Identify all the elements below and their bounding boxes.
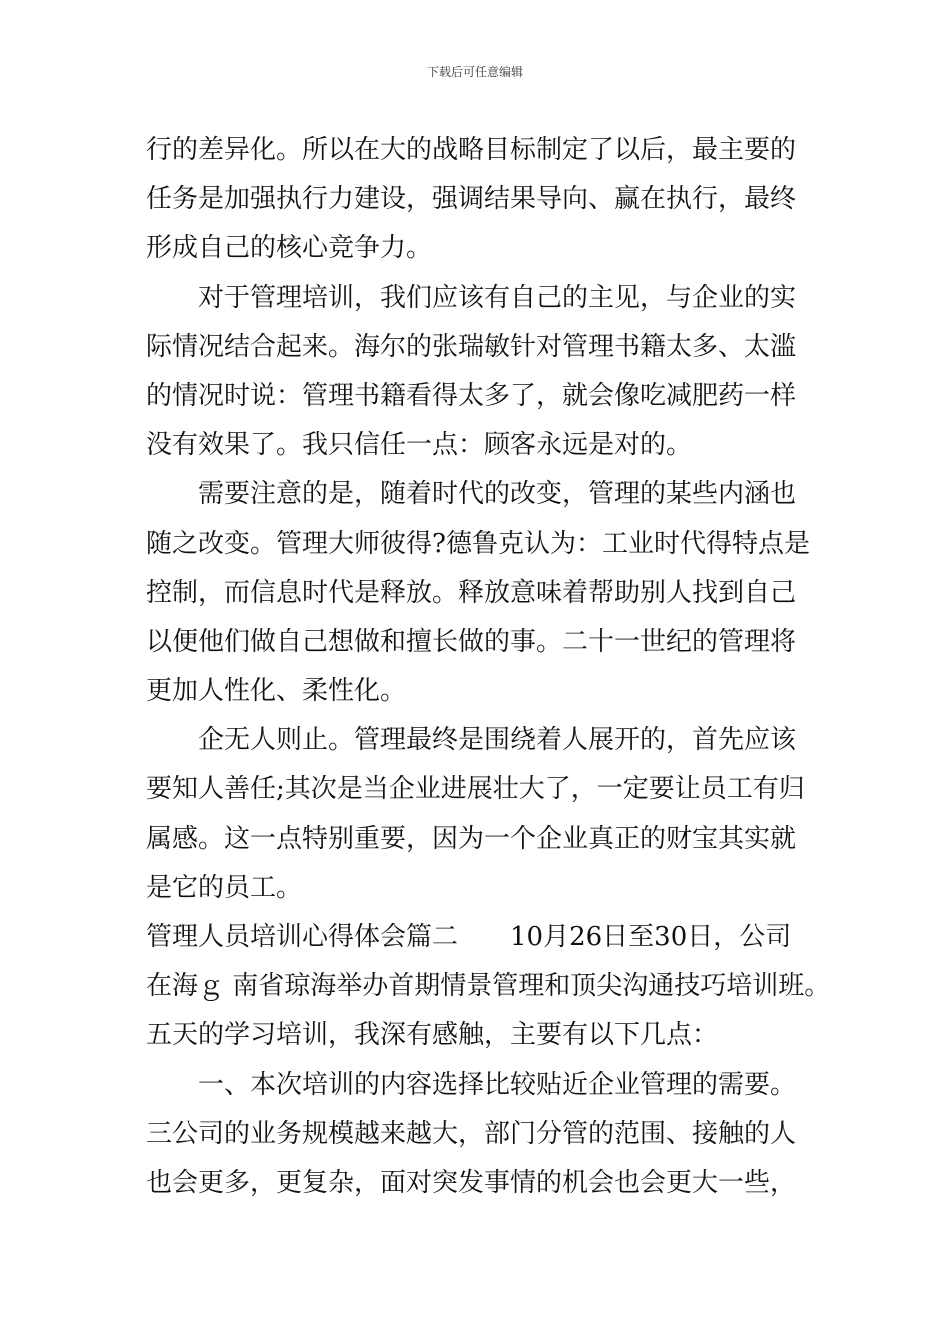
- text-line-11: 以便他们做自己想做和擅长做的事。二十一世纪的管理将: [146, 626, 797, 657]
- text-line-15: 属感。这一点特别重要，因为一个企业真正的财宝其实就: [146, 823, 797, 854]
- text-line-8: 需要注意的是，随着时代的改变，管理的某些内涵也: [198, 479, 797, 510]
- text-line-5: 际情况结合起来。海尔的张瑞敏针对管理书籍太多、太滥: [146, 331, 797, 362]
- text-line-16: 是它的员工。: [146, 872, 303, 903]
- text-line-18: 在海ｇ 南省琼海举办首期情景管理和顶尖沟通技巧培训班。: [146, 971, 831, 1002]
- text-line-2: 任务是加强执行力建设，强调结果导向、赢在执行，最终: [146, 184, 797, 215]
- text-line-6: 的情况时说：管理书籍看得太多了，就会像吃减肥药一样: [146, 380, 797, 411]
- text-line-7: 没有效果了。我只信任一点：顾客永远是对的。: [146, 430, 693, 461]
- page-header-note: 下载后可任意编辑: [426, 65, 523, 79]
- section-title-continuation: 10月26日至30日，公司: [510, 922, 792, 952]
- text-line-22: 也会更多，更复杂，面对突发事情的机会也会更大一些，: [146, 1167, 797, 1198]
- text-line-3: 形成自己的核心竞争力。: [146, 233, 433, 264]
- text-line-21: 三公司的业务规模越来越大，部门分管的范围、接触的人: [146, 1118, 797, 1149]
- text-line-20: 一、本次培训的内容选择比较贴近企业管理的需要。: [198, 1069, 797, 1100]
- text-line-4: 对于管理培训，我们应该有自己的主见，与企业的实: [198, 282, 797, 313]
- text-line-12: 更加人性化、柔性化。: [146, 676, 407, 707]
- section-title-line: [146, 913, 826, 962]
- document-body: [146, 126, 831, 1208]
- section-title: 管理人员培训心得体会篇二: [146, 922, 459, 952]
- text-line-14: 要知人善任;其次是当企业进展壮大了，一定要让员工有归: [146, 774, 805, 805]
- text-line-19: 五天的学习培训，我深有感触，主要有以下几点：: [146, 1020, 719, 1051]
- text-line-1: 行的差异化。所以在大的战略目标制定了以后，最主要的: [146, 135, 797, 165]
- text-line-9: 随之改变。管理大师彼得?德鲁克认为：工业时代得特点是: [146, 528, 810, 559]
- text-line-13: 企无人则止。管理最终是围绕着人展开的，首先应该: [198, 725, 797, 756]
- text-line-10: 控制，而信息时代是释放。释放意味着帮助别人找到自己: [146, 577, 797, 608]
